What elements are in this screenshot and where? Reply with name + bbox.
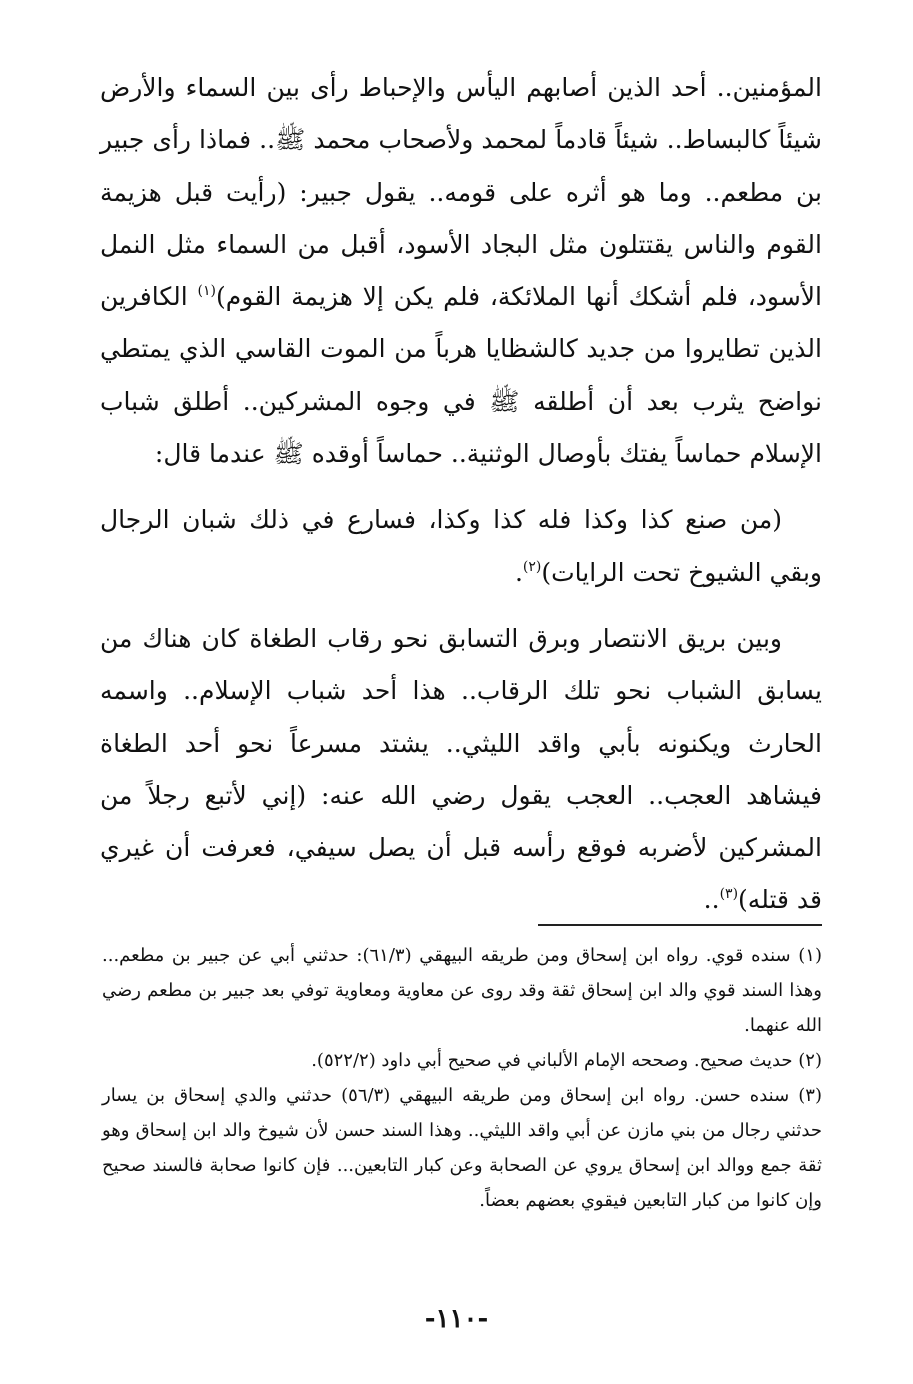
paragraph-2-end: . (514, 557, 523, 587)
footnote-1-number: (١) (798, 945, 822, 966)
footnote-2-number: (٢) (798, 1050, 822, 1071)
paragraph-3 (100, 613, 822, 927)
footnotes (102, 938, 822, 1218)
footnote-1 (102, 938, 822, 1043)
footnote-3 (102, 1078, 822, 1218)
footnote-ref-1[interactable]: (١) (197, 283, 216, 300)
footnote-ref-2[interactable]: (٢) (522, 558, 542, 575)
footnote-1-text: سنده قوي. رواه ابن إسحاق ومن طريقه البيهقي (٦١/٣): حدثني أبي عن جبير بن مطعم... وهذا السند قوي والد ابن إسحاق ثقة وقد روى عن معاوية ومعاوية توفي بعد جبير بن مطعم رضي الله عنهما. (102, 945, 822, 1036)
footnote-3-number: (٣) (798, 1085, 822, 1106)
footnote-ref-3[interactable]: (٣) (719, 886, 739, 903)
footnote-separator (538, 924, 822, 926)
paragraph-2 (100, 494, 822, 599)
footnote-3-text: سنده حسن. رواه ابن إسحاق ومن طريقه البيهقي (٥٦/٣) حدثني والدي إسحاق بن يسار حدثني رجال من بني مازن عن أبي واقد الليثي.. وهذا السند حسن لأن شيوخ والد ابن إسحاق وهو ثقة جمع ووالد ابن إسحاق يروي عن الصحابة وعن كبار التابعين... فإن كانوا صحابة فالسند صحيح وإن كانوا من كبار التابعين فيقوي بعضهم بعضاً. (102, 1085, 822, 1211)
paragraph-2-text: (من صنع كذا وكذا فله كذا وكذا، فسارع في ذلك شبان الرجال وبقي الشيوخ تحت الرايات) (100, 505, 822, 587)
paragraph-3-end: .. (703, 885, 720, 915)
page-number: -١١٠- (424, 1304, 489, 1334)
main-text (100, 62, 822, 927)
paragraph-1-text: المؤمنين.. أحد الذين أصابهم اليأس والإحباط رأى بين السماء والأرض شيئاً كالبساط.. شيئاً قادماً لمحمد ولأصحاب محمد ﷺ.. فماذا رأى جبير بن مطعم.. وما هو أثره على قومه.. يقول جبير: (رأيت قبل هزيمة القوم والناس يقتتلون مثل البجاد الأسود، أقبل من السماء مثل النمل الأسود، فلم أشكك أنها الملائكة، فلم يكن إلا هزيمة القوم) (100, 73, 822, 312)
footnote-2-text: حديث صحيح. وصححه الإمام الألباني في صحيح أبي داود (٥٢٢/٢). (311, 1050, 793, 1071)
paragraph-1 (100, 62, 822, 480)
paragraph-1-continuation: الكافرين الذين تطايروا من جديد كالشظايا هرباً من الموت القاسي الذي يمتطي نواضح يثرب بعد أن أطلقه ﷺ في وجوه المشركين.. أطلق شباب الإسلام حماساً يفتك بأوصال الوثنية.. حماساً أوقده ﷺ عندما قال: (100, 282, 822, 469)
footnote-2 (102, 1043, 822, 1078)
paragraph-3-text: وبين بريق الانتصار وبرق التسابق نحو رقاب الطغاة كان هناك من يسابق الشباب نحو تلك الرقاب.. هذا أحد شباب الإسلام.. واسمه الحارث ويكنونه بأبي واقد الليثي.. يشتد مسرعاً نحو أحد الطغاة فيشاهد العجب.. العجب يقول رضي الله عنه: (إني لأتبع رجلاً من المشركين لأضربه فوقع رأسه قبل أن يصل سيفي، فعرفت أن غيري قد قتله) (100, 623, 822, 915)
